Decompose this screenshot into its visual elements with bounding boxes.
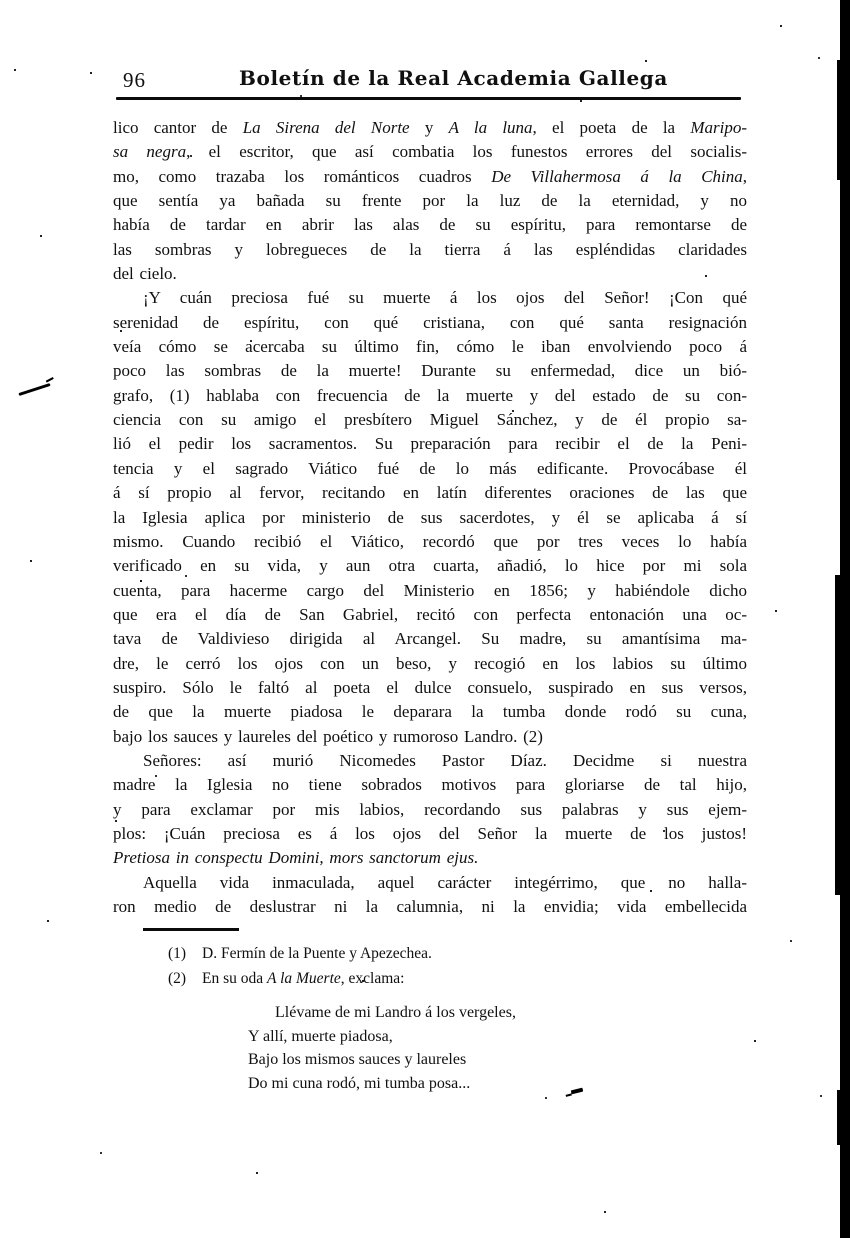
footnote-label: (2) [168, 970, 187, 987]
journal-title: Boletín de la Real Academia Gallega [239, 66, 668, 90]
footnote-rule [143, 928, 239, 931]
text-line: dre, le cerró los ojos con un beso, y recogió en los labios su último [113, 653, 747, 673]
footnote-label: (1) [168, 945, 187, 962]
text-line: bajo los sauces y laureles del poético y rumoroso Landro. (2) [113, 726, 543, 746]
text-line: veía cómo se acercaba su último fin, cómo le iban envolviendo poco á [113, 337, 747, 357]
text-line: madre la Iglesia no tiene sobrados motivos para gloriarse de tal hijo, [113, 775, 747, 795]
verse-line: Do mi cuna rodó, mi tumba posa... [248, 1074, 471, 1092]
text-line: había de tardar en abrir las alas de su espíritu, para remontarse de [113, 215, 747, 235]
text-line: la Iglesia aplica por ministerio de sus sacerdotes, y él se aplicaba á sí [113, 507, 747, 527]
text-line: ron medio de deslustrar ni la calumnia, ni la envidia; vida embellecida [113, 897, 747, 916]
text-line: serenidad de espíritu, con qué cristiana, con qué santa resignación [113, 312, 747, 332]
text-line: sa negra, el escritor, que así combatia los funestos errores del socialis- [113, 142, 747, 162]
footnote [168, 941, 728, 966]
scan-edge-bar-blob [837, 1090, 841, 1145]
scan-noise-specks [0, 0, 2, 2]
text-line: que era el día de San Gabriel, recitó con perfecta entonación una oc- [113, 604, 747, 624]
text-line: ¡Y cuán preciosa fué su muerte á los ojos del Señor! ¡Con qué [143, 288, 747, 308]
text-line: mo, como trazaba los románticos cuadros De Villahermosa á la China, [113, 166, 747, 186]
text-line: plos: ¡Cuán preciosa es á los ojos del Señor la muerte de los justos! [113, 823, 747, 843]
footnotes [168, 941, 728, 991]
text-line: Aquella vida inmaculada, aquel carácter integérrimo, que no halla- [143, 872, 747, 892]
text-line: Señores: así murió Nicomedes Pastor Díaz. Decidme si nuestra [143, 750, 747, 770]
text-line: verificado en su vida, y aun otra cuarta, añadió, lo hice por mi sola [113, 556, 747, 576]
text-line: suspiro. Sólo le faltó al poeta el dulce consuelo, suspirado en sus versos, [113, 677, 747, 697]
text-line: de que la muerte piadosa le deparara la tumba donde rodó su cuna, [113, 702, 747, 722]
verse-quotation [248, 1001, 668, 1095]
footnote-text: En su oda A la Muerte, exclama: [202, 970, 405, 987]
scan-edge-bar-blob [835, 575, 841, 895]
text-line: mismo. Cuando recibió el Viático, recordó que por tres veces lo había [113, 531, 747, 551]
text-line: ciencia con su amigo el presbítero Miguel Sánchez, y de él propio sa- [113, 410, 747, 430]
text-line: y para exclamar por mis labios, recordando sus palabras y sus ejem- [113, 799, 747, 819]
margin-pen-mark [18, 383, 50, 396]
verse-line: Y allí, muerte piadosa, [248, 1027, 393, 1045]
verse-line: Llévame de mi Landro á los vergeles, [275, 1004, 516, 1021]
text-line: tencia y el sagrado Viático fué de lo más edificante. Provocábase él [113, 458, 747, 478]
text-line: que sentía ya bañada su frente por la luz de la eternidad, y no [113, 191, 747, 211]
scan-edge-bar [840, 0, 850, 1238]
text-line: grafo, (1) hablaba con frecuencia de la muerte y del estado de su con- [113, 385, 747, 405]
text-line: del cielo. [113, 264, 177, 284]
body-text [113, 116, 747, 919]
page-header [113, 64, 746, 94]
text-line: las sombras y lobregueces de la tierra á las espléndidas claridades [113, 239, 747, 259]
header-rule [116, 97, 741, 100]
text-line: Pretiosa in conspectu Domini, mors sanctorum ejus. [113, 848, 479, 868]
page-number: 96 [123, 68, 146, 92]
footnote-text: D. Fermín de la Puente y Apezechea. [202, 945, 432, 962]
text-line: á sí propio al fervor, recitando en latín diferentes oraciones de las que [113, 483, 747, 503]
text-line: lió el pedir los sacramentos. Su preparación para recibir el de la Peni- [113, 434, 747, 454]
footnote [168, 966, 728, 991]
verse-line: Bajo los mismos sauces y laureles [248, 1051, 467, 1068]
text-line: cuenta, para hacerme cargo del Ministerio en 1856; y habiéndole dicho [113, 580, 747, 600]
text-line: tava de Valdivieso dirigida al Arcangel. Su madre, su amantísima ma- [113, 629, 747, 649]
scan-edge-bar-blob [837, 60, 841, 180]
text-line: lico cantor de La Sirena del Norte y A la luna, el poeta de la Maripo- [113, 118, 748, 137]
text-line: poco las sombras de la muerte! Durante su enfermedad, dice un bió- [113, 361, 747, 381]
